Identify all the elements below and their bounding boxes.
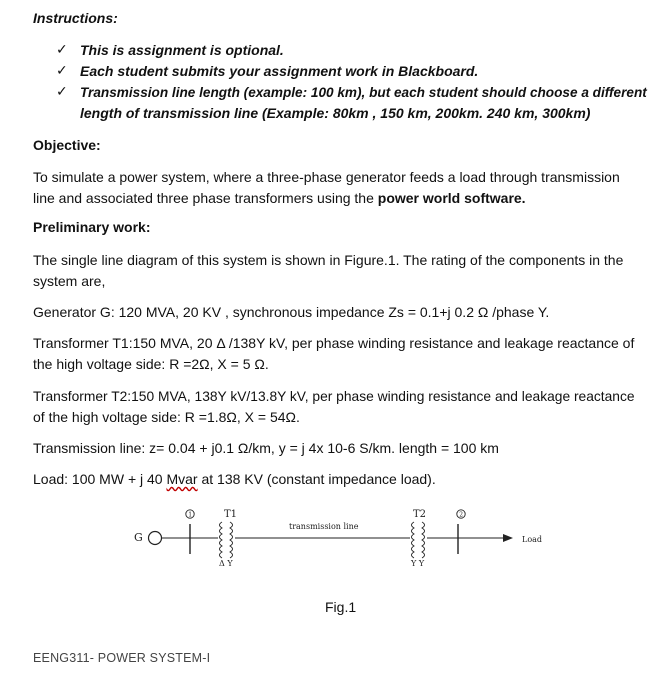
t2-secondary-coil bbox=[422, 522, 425, 558]
page-footer: EENG311- POWER SYSTEM-I bbox=[33, 651, 211, 665]
objective-text-line2 bbox=[33, 188, 653, 209]
transformer-t2-spec-line1: Transformer T2:150 MVA, 138Y kV/13.8Y kV, per phase winding resistance and leakage reactance bbox=[33, 389, 635, 404]
generator-symbol bbox=[149, 532, 162, 545]
instruction-item-3: Transmission line length (example: 100 km), but each student should choose a different bbox=[80, 85, 647, 100]
bus-2-number: 2 bbox=[459, 511, 464, 519]
generator-spec: Generator G: 120 MVA, 20 KV , synchronous impedance Zs = 0.1+j 0.2 Ω /phase Y. bbox=[33, 304, 550, 320]
instructions-heading: Instructions: bbox=[33, 10, 118, 26]
objective-heading: Objective: bbox=[33, 137, 101, 153]
figure-caption: Fig.1 bbox=[325, 599, 357, 615]
transformer-t1-spec-line1: Transformer T1:150 MVA, 20 Δ /138Y kV, per phase winding resistance and leakage reactance of bbox=[33, 335, 635, 351]
check-icon: ✓ bbox=[56, 83, 68, 99]
load-suffix: at 138 KV (constant impedance load). bbox=[197, 471, 436, 487]
load-arrow-icon bbox=[503, 534, 513, 542]
load-prefix: Load: 100 MW + j 40 bbox=[33, 471, 167, 487]
objective-line2-prefix: line and associated three phase transformers using the bbox=[33, 190, 378, 206]
instruction-item-2: Each student submits your assignment work in Blackboard. bbox=[80, 63, 479, 79]
t1-primary-coil bbox=[220, 522, 223, 558]
transformer-t1-spec-line2: the high voltage side: R =2Ω, X = 5 Ω. bbox=[33, 356, 269, 372]
single-line-diagram bbox=[0, 500, 672, 580]
bus-1-number: 1 bbox=[188, 511, 193, 519]
objective-text-line1: To simulate a power system, where a three-phase generator feeds a load through transmission bbox=[33, 169, 620, 185]
t2-label: T2 bbox=[413, 509, 427, 520]
load-label: Load bbox=[522, 535, 543, 544]
transformer-t2-spec-line2: of the high voltage side: R =1.8Ω, X = 54Ω. bbox=[33, 409, 300, 425]
check-icon: ✓ bbox=[56, 41, 68, 57]
t2-connection: Y Y bbox=[411, 559, 425, 568]
t2-primary-coil bbox=[412, 522, 415, 558]
instruction-item-1: This is assignment is optional. bbox=[80, 42, 284, 58]
transmission-line-label: transmission line bbox=[289, 522, 359, 531]
software-name: power world software. bbox=[377, 190, 526, 206]
generator-label: G bbox=[134, 531, 143, 544]
mvar-unit: Mvar bbox=[166, 471, 198, 487]
preliminary-text-line1: The single line diagram of this system is shown in Figure.1. The rating of the components in the bbox=[33, 252, 624, 268]
check-icon: ✓ bbox=[56, 62, 68, 78]
preliminary-heading: Preliminary work: bbox=[33, 219, 151, 235]
preliminary-text-line2: system are, bbox=[33, 273, 106, 289]
load-spec bbox=[33, 469, 653, 490]
transmission-line-spec: Transmission line: z= 0.04 + j0.1 Ω/km, y = j 4x 10-6 S/km. length = 100 km bbox=[33, 440, 499, 456]
t1-connection: Δ Y bbox=[219, 559, 233, 568]
t1-label: T1 bbox=[224, 509, 238, 520]
t1-secondary-coil bbox=[230, 522, 233, 558]
instruction-item-3-cont: length of transmission line (Example: 80km , 150 km, 200km. 240 km, 300km) bbox=[80, 105, 591, 121]
